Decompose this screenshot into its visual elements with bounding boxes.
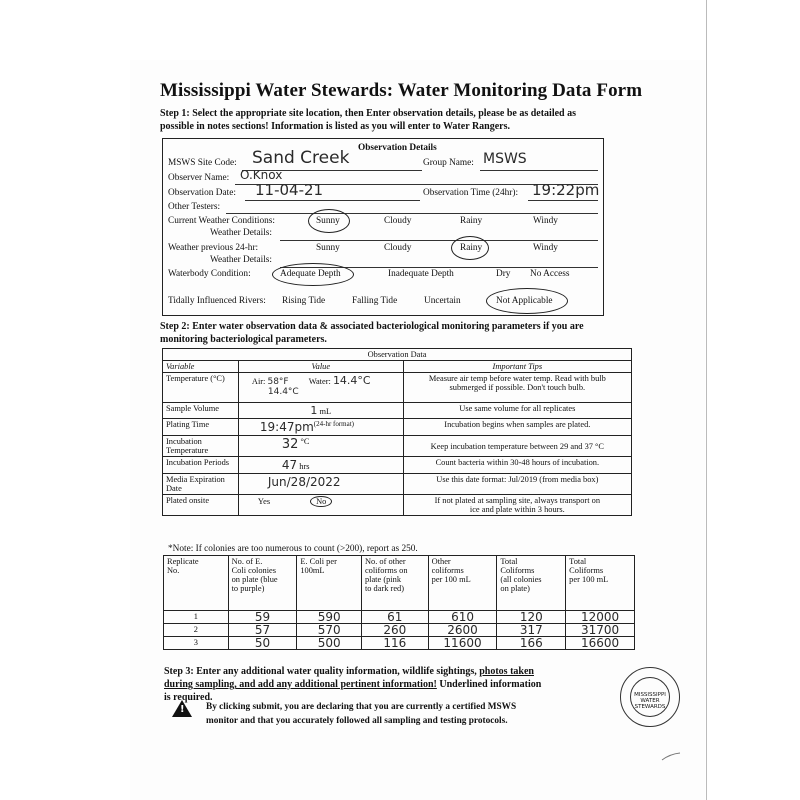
step3-line2-underlined: during sampling, and add any additional pertinent information! [164, 679, 437, 690]
previous-weather-selected-oval [451, 236, 489, 260]
incubation-temp-tip: Keep incubation temperature between 29 and 37 °C [403, 436, 631, 457]
other-testers-label: Other Testers: [168, 202, 221, 212]
replicate-value[interactable]: 2600 [428, 624, 497, 637]
monitoring-form-page [130, 60, 705, 800]
step3-line3: is required. [164, 692, 213, 703]
declaration-line1: By clicking submit, you are declaring that you are currently a certified MSWS [206, 702, 517, 712]
step2-instruction-line2: monitoring bacteriological parameters. [160, 334, 327, 345]
water-label: Water: [308, 377, 331, 386]
sample-volume-unit: mL [319, 407, 332, 416]
replicate-col-header-line: Total [500, 557, 518, 566]
replicate-col-header-line: 100mL [300, 566, 325, 575]
current-weather-option-rainy[interactable]: Rainy [460, 216, 483, 226]
replicate-value[interactable]: 500 [297, 637, 362, 650]
step1-instruction-line1: Step 1: Select the appropriate site location, then Enter observation details, please be as detailed as [160, 108, 576, 119]
media-expiration-value[interactable]: Jun/28/2022 [267, 475, 341, 489]
replicate-col-header-line: (all colonies [500, 575, 542, 584]
replicate-col-header-line: per 100 mL [569, 575, 609, 584]
previous-weather-label: Weather previous 24-hr: [168, 243, 259, 253]
incubation-period-value[interactable]: 47 [281, 458, 298, 472]
tidal-rivers-label: Tidally Influenced Rivers: [168, 296, 266, 306]
replicate-col-header-line: Replicate [167, 557, 199, 566]
group-name-label: Group Name: [423, 158, 474, 168]
previous-weather-option-cloudy[interactable]: Cloudy [384, 243, 412, 253]
plated-onsite-tip-line2: ice and plate within 3 hours. [469, 505, 565, 514]
observation-date-label: Observation Date: [168, 188, 236, 198]
scan-edge-line [706, 0, 707, 800]
plating-time-tip: Incubation begins when samples are plated. [403, 419, 631, 436]
col-tips-header: Important Tips [403, 361, 631, 373]
plated-onsite-label: Plated onsite [163, 495, 239, 516]
replicate-col-header-line: to purple) [231, 584, 265, 593]
replicate-col-header-line: No. of E. [231, 557, 263, 566]
site-code-label: MSWS Site Code: [168, 158, 237, 168]
replicate-col-header-line: to dark red) [364, 584, 405, 593]
replicate-value[interactable]: 570 [297, 624, 362, 637]
col-value-header: Value [238, 361, 403, 373]
observation-time-value[interactable]: 19:22pm [532, 181, 600, 199]
replicate-col-header-line: on plate) [500, 584, 530, 593]
air-value-celsius[interactable]: 14.4°C [267, 387, 299, 397]
plated-onsite-tip-line1: If not plated at sampling site, always transport on [434, 496, 601, 505]
plating-time-label: Plating Time [163, 419, 239, 436]
colonies-note: *Note: If colonies are too numerous to count (>200), report as 250. [168, 544, 418, 554]
current-weather-label: Current Weather Conditions: [168, 216, 276, 226]
temperature-tip-line2: submerged if possible. Don't touch bulb. [449, 383, 586, 392]
msws-logo-seal [620, 667, 680, 727]
observation-time-label: Observation Time (24hr): [423, 188, 519, 198]
sample-volume-value[interactable]: 1 [310, 404, 318, 417]
declaration-line2: monitor and that you accurately followed all sampling and testing protocols. [206, 716, 508, 726]
replicate-col-header-line: coliforms on [364, 566, 408, 575]
water-value[interactable]: 14.4°C [332, 374, 371, 387]
replicate-col-header-line: Other [431, 557, 451, 566]
current-weather-option-windy[interactable]: Windy [533, 216, 558, 226]
incubation-period-unit: hrs [299, 462, 310, 471]
tidal-option-not-applicable[interactable]: Not Applicable [496, 296, 553, 306]
step2-instruction-line1: Step 2: Enter water observation data & associated bacteriological monitoring parameters if you are [160, 321, 584, 332]
replicate-number: 3 [164, 637, 229, 650]
replicate-value[interactable]: 166 [497, 637, 566, 650]
group-name-value[interactable]: MSWS [483, 151, 527, 167]
replicate-col-header-line: per 100 mL [431, 575, 471, 584]
incubation-temp-label-line1: Incubation [166, 437, 202, 446]
replicate-col-header-line: Total [569, 557, 587, 566]
replicate-value[interactable]: 260 [361, 624, 428, 637]
previous-weather-option-rainy[interactable]: Rainy [460, 243, 483, 253]
waterbody-condition-label: Waterbody Condition: [168, 269, 251, 279]
waterbody-option-no-access[interactable]: No Access [530, 269, 570, 279]
air-value[interactable]: 58°F [267, 377, 289, 387]
replicate-col-header [228, 556, 297, 611]
step3-line1-underlined: photos taken [479, 666, 534, 677]
step3-line2-text: Underlined information [436, 679, 542, 690]
tidal-option-rising[interactable]: Rising Tide [282, 296, 326, 306]
replicate-col-header-line: Coliforms [569, 566, 604, 575]
replicate-col-header [566, 556, 635, 611]
replicate-col-header [497, 556, 566, 611]
observer-name-label: Observer Name: [168, 173, 230, 183]
temperature-label: Temperature (°C) [163, 373, 239, 403]
msws-logo-text: MISSISSIPPI WATER STEWARDS [634, 692, 666, 710]
replicate-value[interactable]: 610 [428, 611, 497, 624]
media-expiration-tip: Use this date format: Jul/2019 (from media box) [403, 474, 631, 495]
col-variable-header: Variable [163, 361, 239, 373]
replicate-value[interactable]: 11600 [428, 637, 497, 650]
replicate-value[interactable]: 317 [497, 624, 566, 637]
replicate-value[interactable]: 31700 [566, 624, 635, 637]
plated-onsite-no[interactable]: No [310, 496, 332, 507]
plated-onsite-yes[interactable]: Yes [257, 497, 271, 506]
replicate-row [164, 637, 635, 650]
form-title: Mississippi Water Stewards: Water Monitoring Data Form [160, 80, 643, 101]
current-weather-details-label: Weather Details: [210, 228, 272, 238]
observation-data-table [162, 348, 632, 516]
step3-line1-text: Step 3: Enter any additional water quality information, wildlife sightings, [164, 666, 480, 677]
replicate-value[interactable]: 16600 [566, 637, 635, 650]
observation-data-heading: Observation Data [163, 349, 632, 361]
current-weather-option-sunny[interactable]: Sunny [316, 216, 340, 226]
replicate-number: 1 [164, 611, 229, 624]
replicate-row [164, 624, 635, 637]
step3-line1 [164, 666, 534, 677]
previous-weather-option-sunny[interactable]: Sunny [316, 243, 340, 253]
replicate-value[interactable]: 116 [361, 637, 428, 650]
step3-line2 [164, 679, 541, 690]
tidal-option-uncertain[interactable]: Uncertain [424, 296, 461, 306]
step1-instruction-line2: possible in notes sections! Information is listed as you will enter to Water Rangers. [160, 121, 511, 132]
replicate-col-header-line: No. [167, 566, 180, 575]
observer-name-value[interactable]: O.Knox [240, 168, 283, 182]
replicate-value[interactable]: 50 [228, 637, 297, 650]
replicate-col-header [361, 556, 428, 611]
replicate-value[interactable]: 59 [228, 611, 297, 624]
replicate-col-header-line: E. Coli per [300, 557, 337, 566]
media-expiration-label-line2: Date [166, 484, 182, 493]
replicate-col-header-line: Coli colonies [231, 566, 277, 575]
tidal-option-falling[interactable]: Falling Tide [352, 296, 398, 306]
incubation-period-tip: Count bacteria within 30-48 hours of incubation. [403, 457, 631, 474]
replicate-value[interactable]: 590 [297, 611, 362, 624]
current-weather-option-cloudy[interactable]: Cloudy [384, 216, 412, 226]
replicate-col-header [428, 556, 497, 611]
incubation-temp-label-line2: Temperature [166, 446, 209, 455]
tidal-selected-oval [486, 288, 568, 314]
temperature-value-cell [238, 373, 403, 403]
replicate-col-header [164, 556, 229, 611]
waterbody-selected-oval [272, 263, 354, 286]
temperature-tip-line1: Measure air temp before water temp. Read with bulb [428, 374, 606, 383]
incubation-period-label: Incubation Periods [163, 457, 239, 474]
incubation-temp-value[interactable]: 32 [281, 437, 299, 452]
site-code-value[interactable]: Sand Creek [252, 148, 350, 168]
observation-details-heading: Observation Details [358, 143, 437, 153]
waterbody-option-inadequate[interactable]: Inadequate Depth [388, 269, 454, 279]
warning-icon: ! [172, 700, 192, 717]
observation-date-value[interactable]: 11-04-21 [255, 181, 324, 199]
sample-volume-label: Sample Volume [163, 403, 239, 419]
replicate-row [164, 611, 635, 624]
media-expiration-label-line1: Media Expiration [166, 475, 225, 484]
replicate-col-header-line: Coliforms [500, 566, 535, 575]
previous-weather-option-windy[interactable]: Windy [533, 243, 558, 253]
replicate-value[interactable]: 120 [497, 611, 566, 624]
pen-mark-decoration [660, 750, 684, 764]
waterbody-option-adequate[interactable]: Adequate Depth [280, 269, 341, 279]
replicate-col-header [297, 556, 362, 611]
replicate-col-header-line: No. of other [364, 557, 406, 566]
replicate-value[interactable]: 12000 [566, 611, 635, 624]
replicate-number: 2 [164, 624, 229, 637]
replicate-col-header-line: plate (pink [364, 575, 402, 584]
replicate-col-header-line: on plate (blue [231, 575, 278, 584]
air-label: Air: [251, 377, 266, 386]
replicate-col-header-line: coliforms [431, 566, 464, 575]
previous-weather-details-label: Weather Details: [210, 255, 272, 265]
plating-time-unit: (24-hr format) [313, 420, 355, 428]
replicate-value[interactable]: 57 [228, 624, 297, 637]
waterbody-option-dry[interactable]: Dry [496, 269, 511, 279]
incubation-temp-unit: °C [300, 437, 310, 446]
replicates-table [163, 555, 635, 650]
plating-time-value[interactable]: 19:47pm [259, 420, 314, 434]
replicate-value[interactable]: 61 [361, 611, 428, 624]
sample-volume-tip: Use same volume for all replicates [403, 403, 631, 419]
current-weather-selected-oval [308, 209, 350, 233]
